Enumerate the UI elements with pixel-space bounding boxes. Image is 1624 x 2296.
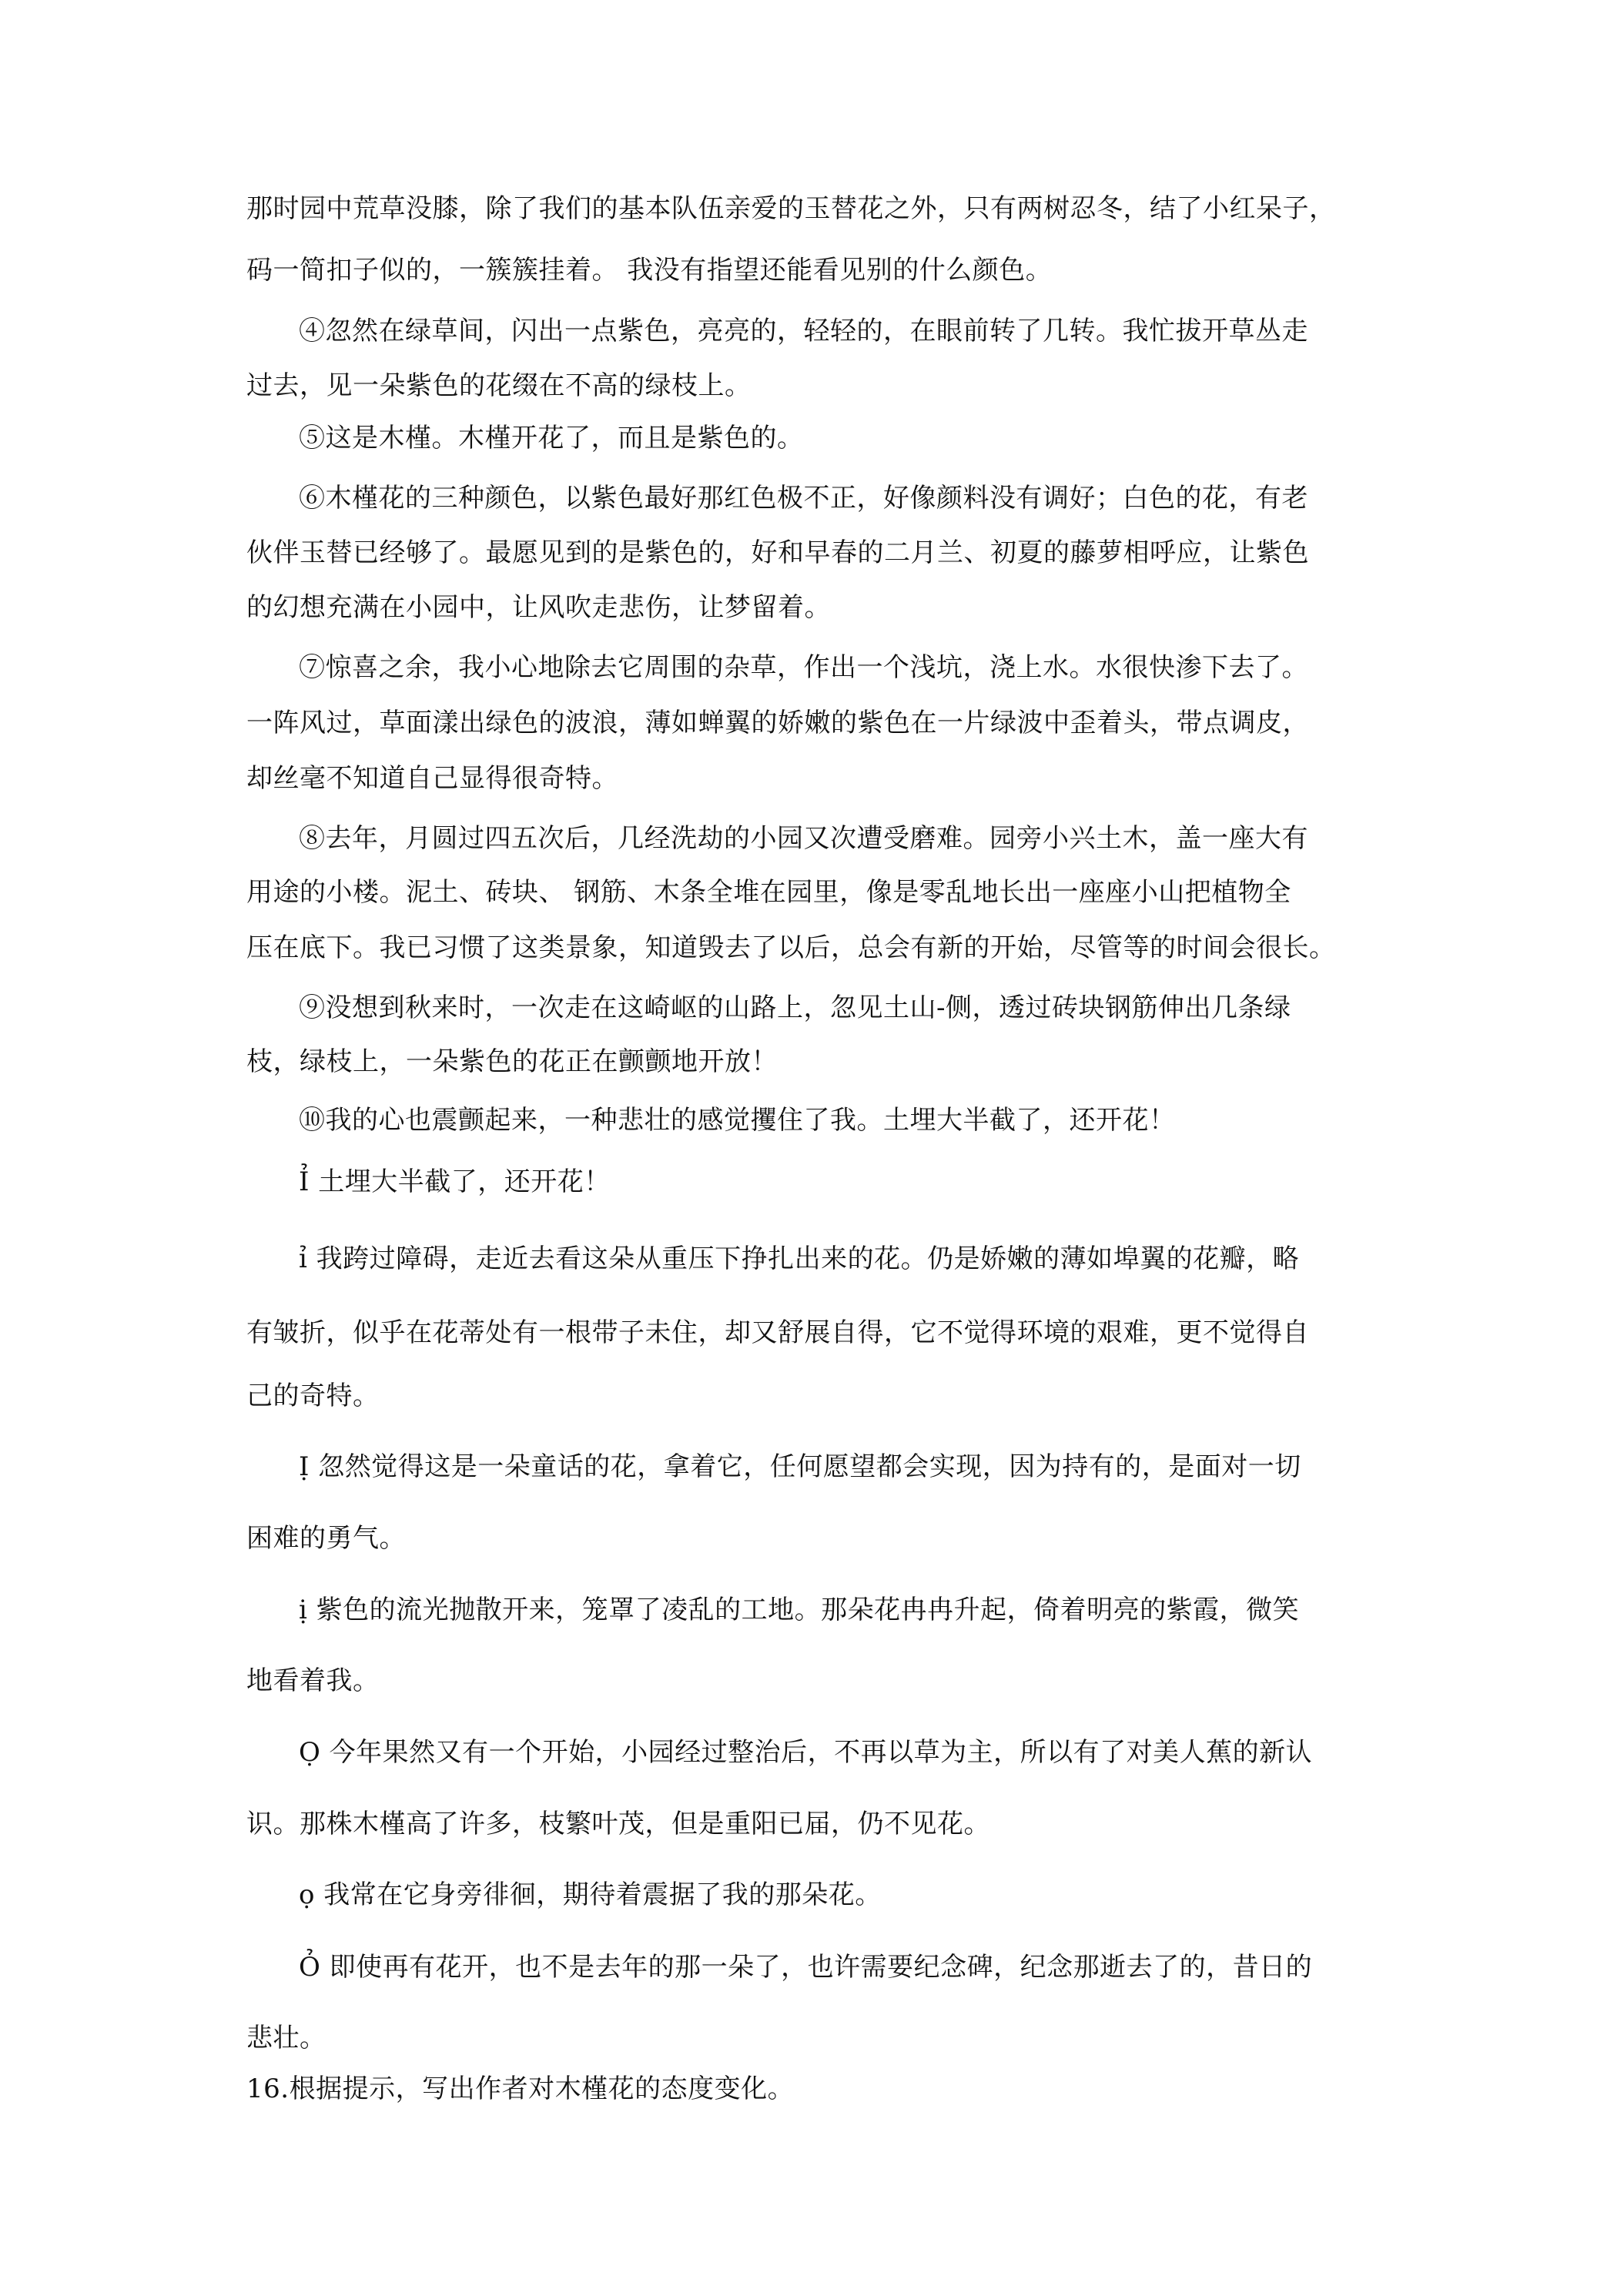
text-line: 有皱折，似乎在花蒂处有一根带子未住，却又舒展自得，它不觉得环境的艰难，更不觉得自 [246,1317,1309,1348]
text-line: 伙伴玉替已经够了。最愿见到的是紫色的，好和早春的二月兰、初夏的藤萝相呼应，让紫色 [246,537,1309,568]
text-line: 悲壮。 [246,2023,326,2053]
text-line: 己的奇特。 [246,1381,380,1411]
paragraph-5-line: ⑤这是木槿。木槿开花了，而且是紫色的。 [299,423,804,454]
paragraph-15-line: Ọ 今年果然又有一个开始，小园经过整治后，不再以草为主，所以有了对美人蕉的新认 [299,1737,1313,1768]
text-line: 压在底下。我已习惯了这类景象，知道毁去了以后，总会有新的开始，尽管等的时间会很长。 [246,932,1336,963]
question-16: 16.根据提示，写出作者对木槿花的态度变化。 [246,2073,795,2104]
paragraph-11-line: Ỉ 土埋大半截了，还开花！ [299,1166,611,1197]
text-line: 枝，绿枝上，一朵紫色的花正在颤颤地开放！ [246,1046,778,1077]
paragraph-9-line: ⑨没想到秋来时，一次走在这崎岖的山路上，忽见土山-侧，透过砖块钢筋伸出几条绿 [299,992,1291,1023]
text-line: 却丝毫不知道自己显得很奇特。 [246,763,618,794]
paragraph-16-line: ọ 我常在它身旁徘徊，期待着震据了我的那朵花。 [299,1879,882,1910]
text-line: 地看着我。 [246,1665,380,1696]
text-line: 用途的小楼。泥土、砖块、 钢筋、木条全堆在园里，像是零乱地长出一座座小山把植物全 [246,877,1291,908]
text-line: 识。那株木槿高了许多，枝繁叶茂，但是重阳已届，仍不见花。 [246,1809,990,1839]
text-line: 码一简扣子似的，一簇簇挂着。 我没有指望还能看见别的什么颜色。 [246,255,1053,286]
paragraph-7-line: ⑦惊喜之余，我小心地除去它周围的杂草，作出一个浅坑，浇上水。水很快渗下去了。 [299,652,1308,683]
paragraph-13-line: Ị 忽然觉得这是一朵童话的花，拿着它，任何愿望都会实现，因为持有的，是面对一切 [299,1451,1301,1482]
paragraph-17-line: Ỏ 即使再有花开，也不是去年的那一朵了，也许需要纪念碑，纪念那逝去了的，昔日的 [299,1952,1313,1983]
text-line: 一阵风过，草面漾出绿色的波浪，薄如蝉翼的娇嫩的紫色在一片绿波中歪着头，带点调皮， [246,708,1309,738]
text-line: 过去，见一朵紫色的花缀在不高的绿枝上。 [246,370,752,401]
text-line: 的幻想充满在小园中，让风吹走悲伤，让梦留着。 [246,592,831,623]
paragraph-4-line: ④忽然在绿草间，闪出一点紫色，亮亮的，轻轻的，在眼前转了几转。我忙拔开草丛走 [299,316,1308,346]
paragraph-8-line: ⑧去年，月圆过四五次后，几经洗劫的小园又次遭受磨难。园旁小兴土木，盖一座大有 [299,823,1308,854]
text-line: 困难的勇气。 [246,1523,406,1554]
paragraph-12-line: ỉ 我跨过障碍，走近去看这朵从重压下挣扎出来的花。仍是娇嫩的薄如埠翼的花瓣，略 [299,1243,1300,1274]
text-line: 那时园中荒草没膝，除了我们的基本队伍亲爱的玉替花之外，只有两树忍冬，结了小红呆子， [246,193,1336,224]
paragraph-14-line: ị 紫色的流光抛散开来，笼罩了凌乱的工地。那朵花冉冉升起，倚着明亮的紫霞，微笑 [299,1595,1300,1625]
paragraph-6-line: ⑥木槿花的三种颜色，以紫色最好那红色极不正，好像颜料没有调好；白色的花，有老 [299,483,1308,514]
paragraph-10-line: ⑩我的心也震颤起来，一种悲壮的感觉攫住了我。土埋大半截了，还开花！ [299,1105,1176,1136]
